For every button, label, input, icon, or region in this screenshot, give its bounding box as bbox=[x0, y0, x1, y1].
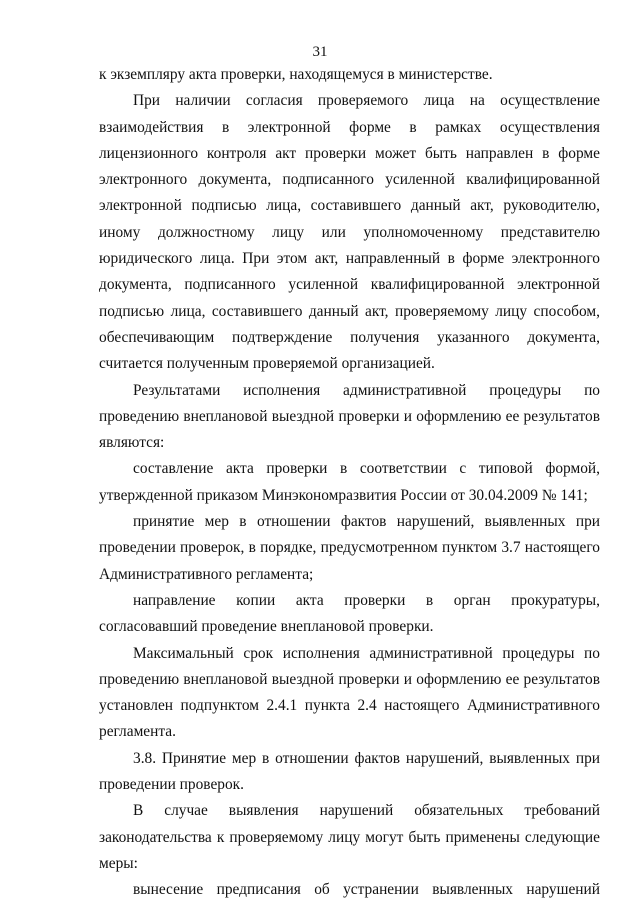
paragraph-max-term: Максимальный срок исполнения административной процедуры по проведению внеплановой выездной проверки и оформлению ее результатов установлен подпунктом 2.4.1 пункта 2.4 настоящего Административного регламента. bbox=[99, 644, 600, 741]
section-heading-3-8: 3.8. Принятие мер в отношении фактов нарушений, выявленных при проведении проверок. bbox=[99, 749, 600, 794]
page-number: 31 bbox=[312, 44, 328, 60]
paragraph-result-measures: принятие мер в отношении фактов нарушений, выявленных при проведении проверок, в порядке, предусмотренном пунктом 3.7 настоящего Административного регламента; bbox=[99, 513, 600, 583]
document-body bbox=[99, 62, 600, 904]
paragraph-results-intro: Результатами исполнения административной процедуры по проведению внеплановой выездной проверки и оформлению ее результатов являются: bbox=[99, 381, 600, 452]
paragraph-result-act: составление акта проверки в соответствии с типовой формой, утвержденной приказом Минэкономразвития России от 30.04.2009 № 141; bbox=[99, 460, 600, 504]
paragraph-measures-intro: В случае выявления нарушений обязательных требований законодательства к проверяемому лицу могут быть применены следующие меры: bbox=[99, 802, 600, 872]
paragraph-continuation: к экземпляру акта проверки, находящемуся в министерстве. bbox=[99, 66, 493, 83]
paragraph-result-prosecutor: направление копии акта проверки в орган прокуратуры, согласовавший проведение внеплановой проверки. bbox=[99, 591, 600, 636]
paragraph-prescription: вынесение предписания об устранении выявленных нарушений bbox=[133, 881, 600, 899]
paragraph-electronic-act: При наличии согласия проверяемого лица на осуществление взаимодействия в электронной форме в рамках осуществления лицензионного контроля акт проверки может быть направлен в форме электронного документа, подписанного усиленной квалифицированной электронной подписью лица, составившего данный акт, руководителю, иному должностному лицу или уполномоченному представителю юридического лица. При этом акт, направленный в форме электронного документа, подписанного усиленной квалифицированной электронной подписью лица, составившего данный акт, проверяемому лицу способом, обеспечивающим подтверждение получения указанного документа, считается полученным проверяемой организацией. bbox=[99, 92, 600, 373]
